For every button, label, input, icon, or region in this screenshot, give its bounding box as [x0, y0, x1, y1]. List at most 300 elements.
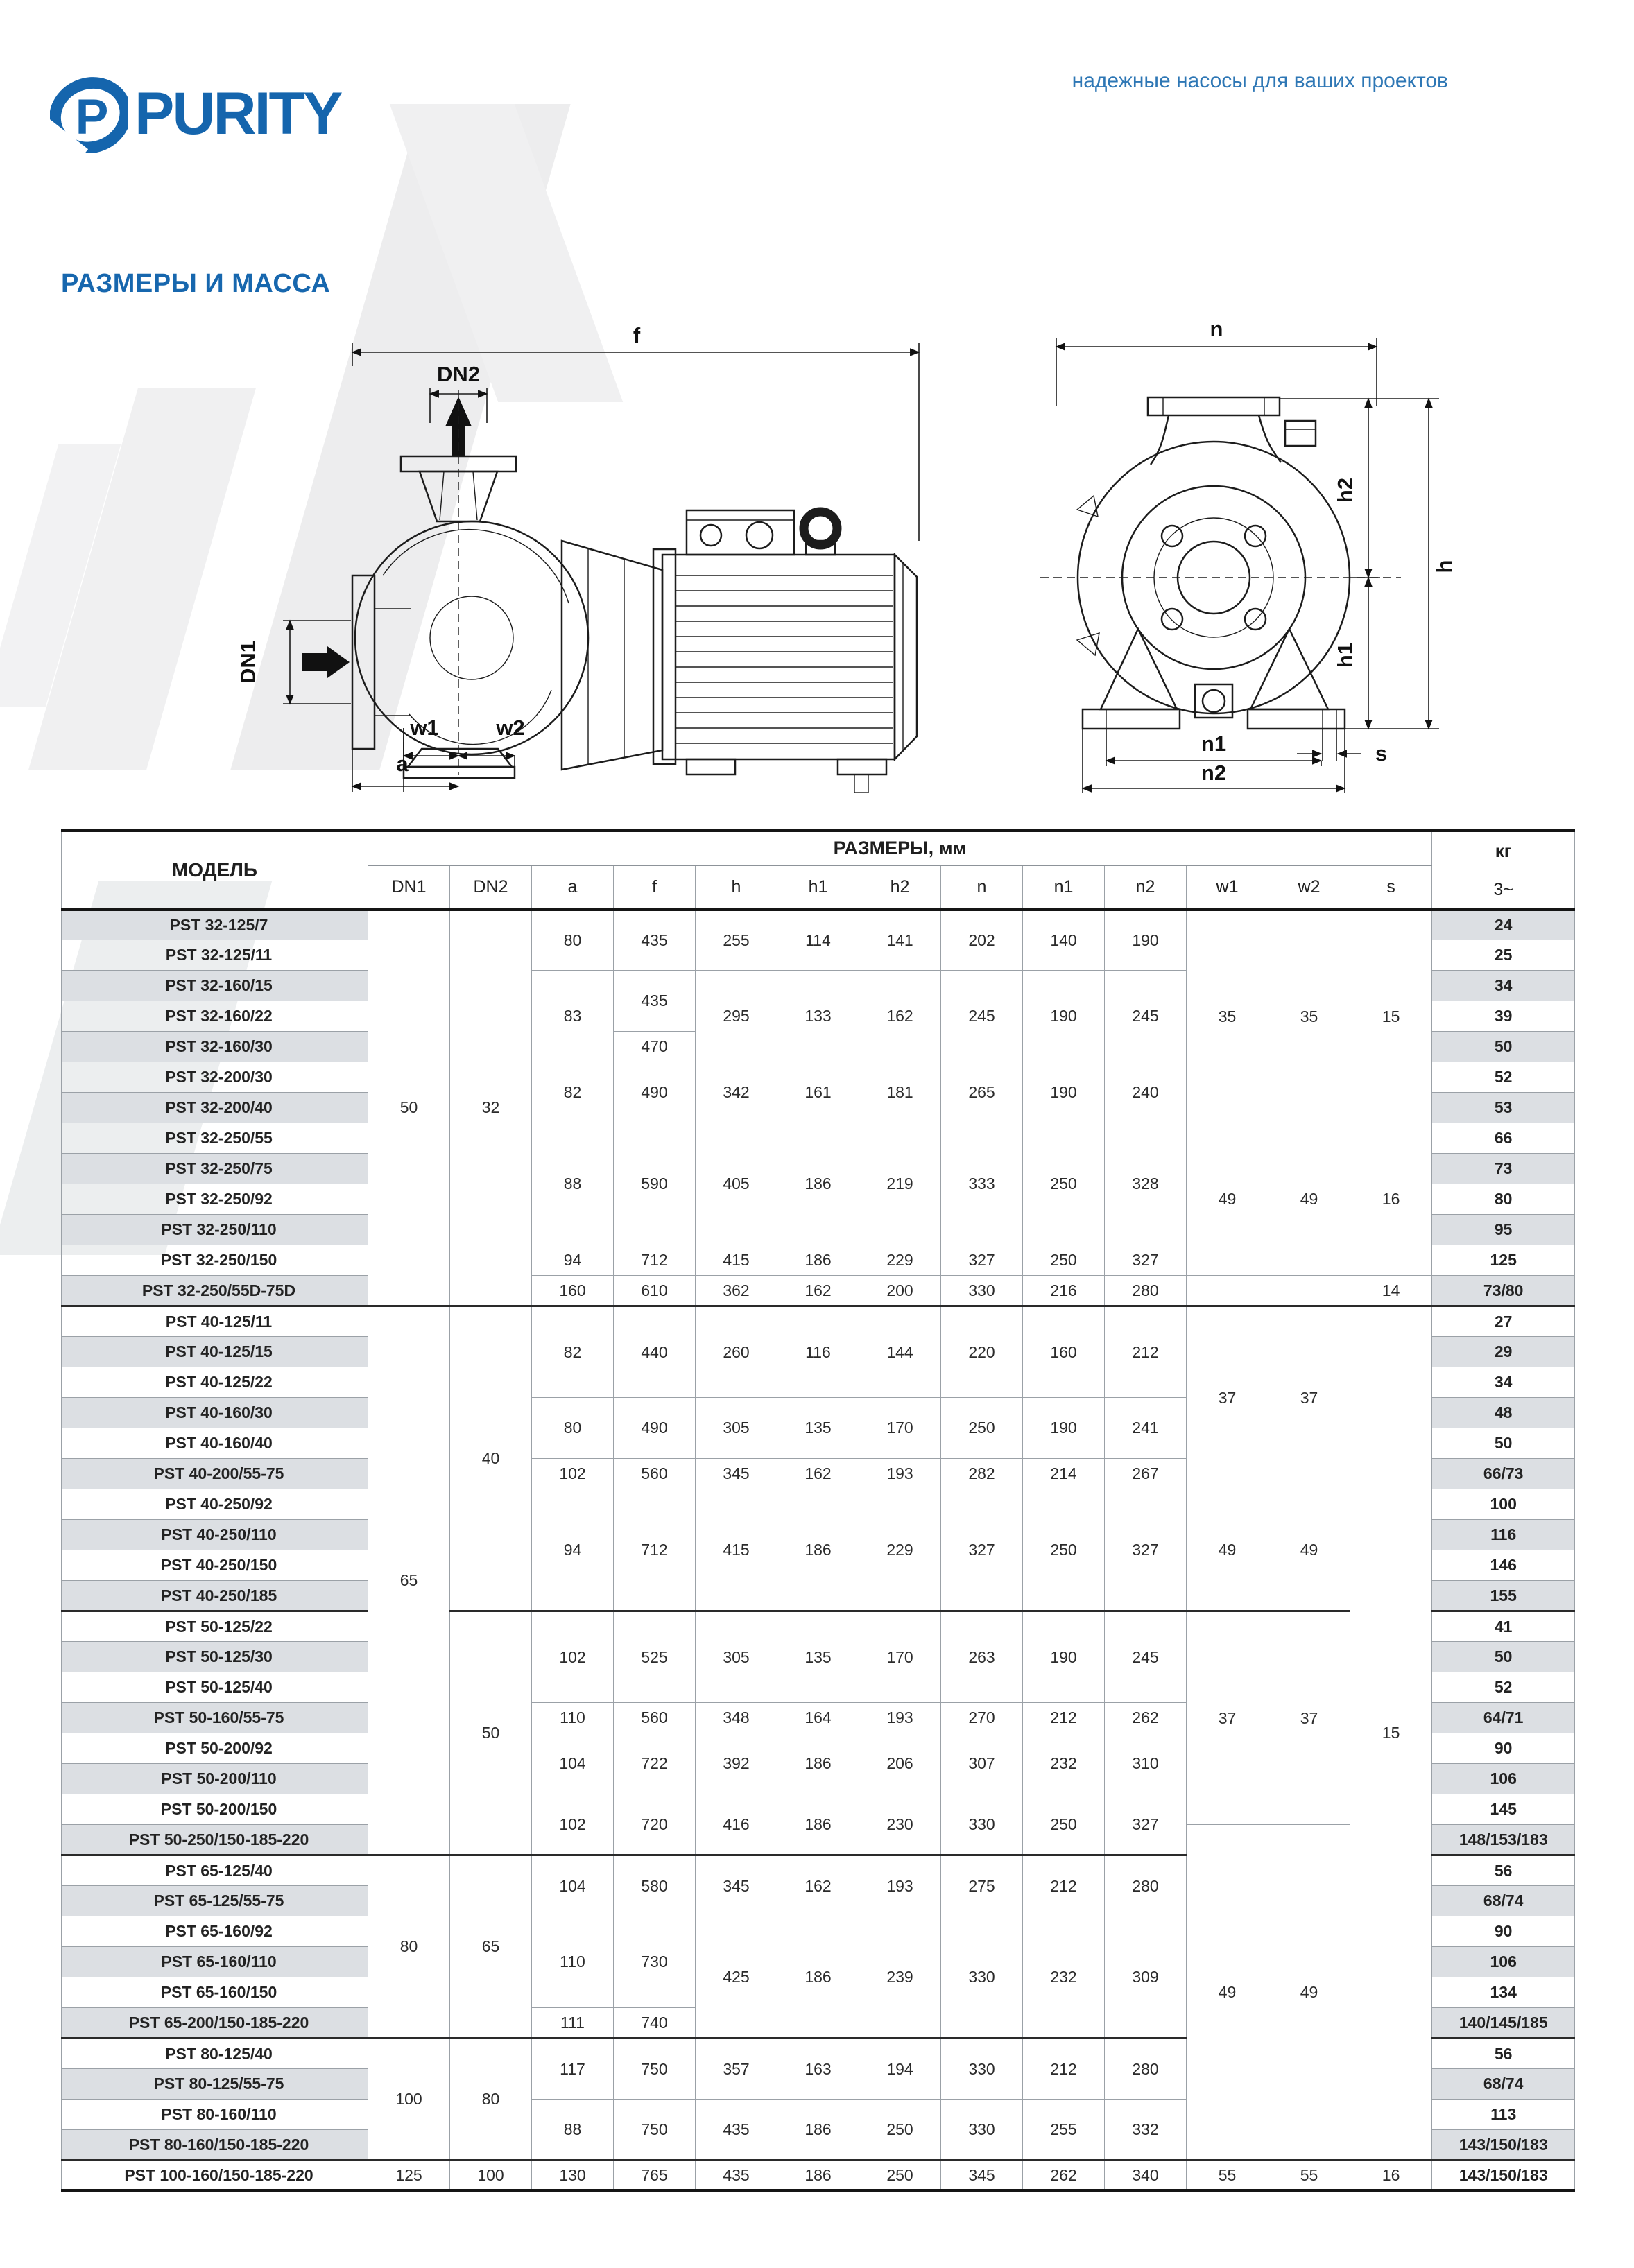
dim-cell-s: 16: [1350, 1123, 1432, 1276]
kg-cell: 24: [1432, 910, 1575, 940]
kg-cell: 134: [1432, 1977, 1575, 2008]
dim-cell-w1: [1187, 1276, 1268, 1306]
dim-cell-h: 342: [696, 1062, 777, 1123]
dim-cell-f: 590: [614, 1123, 696, 1245]
dim-cell-h2: 219: [859, 1123, 941, 1245]
dim-cell-n: 270: [941, 1703, 1023, 1733]
kg-cell: 100: [1432, 1489, 1575, 1520]
dim-cell-w2: 37: [1268, 1611, 1350, 1825]
flow-arrow-right: [327, 646, 350, 678]
dim-cell-h: 345: [696, 1459, 777, 1489]
dim-cell-n1: 140: [1023, 910, 1105, 971]
model-cell: PST 32-200/30: [62, 1062, 368, 1093]
dim-label-w1: w1: [410, 716, 439, 740]
dim-cell-a: 111: [532, 2008, 614, 2038]
kg-cell: 73: [1432, 1154, 1575, 1184]
kg-cell: 56: [1432, 2038, 1575, 2069]
dim-cell-n2: 327: [1105, 1794, 1187, 1855]
dim-cell-h: 362: [696, 1276, 777, 1306]
dim-cell-n1: 190: [1023, 1398, 1105, 1459]
model-cell: PST 40-160/30: [62, 1398, 368, 1428]
dim-cell-n2: 280: [1105, 2038, 1187, 2100]
dim-cell-a: 82: [532, 1306, 614, 1398]
dim-cell-n1: 216: [1023, 1276, 1105, 1306]
dim-cell-h2: 194: [859, 2038, 941, 2100]
dim-cell-h1: 116: [777, 1306, 859, 1398]
dim-cell-h1: 186: [777, 1123, 859, 1245]
kg-cell: 50: [1432, 1428, 1575, 1459]
dim-label-h1: h1: [1333, 642, 1357, 668]
dim-cell-h: 295: [696, 971, 777, 1062]
dim-cell-n: 250: [941, 1398, 1023, 1459]
dim-cell-h1: 186: [777, 1245, 859, 1276]
dim-cell-a: 117: [532, 2038, 614, 2100]
dim-cell-f: 712: [614, 1489, 696, 1611]
dim-cell-h: 415: [696, 1245, 777, 1276]
dim-cell-n: 327: [941, 1245, 1023, 1276]
model-cell: PST 40-250/185: [62, 1581, 368, 1611]
dim-cell-s: 15: [1350, 910, 1432, 1123]
dim-cell-h2: 144: [859, 1306, 941, 1398]
model-cell: PST 40-250/92: [62, 1489, 368, 1520]
dim-cell-n1: 160: [1023, 1306, 1105, 1398]
dim-cell-h1: 135: [777, 1398, 859, 1459]
model-cell: PST 65-160/92: [62, 1916, 368, 1947]
dim-label-n1: n1: [1201, 732, 1227, 756]
dim-cell-h1: 163: [777, 2038, 859, 2100]
kg-cell: 56: [1432, 1855, 1575, 1886]
dim-cell-a: 130: [532, 2161, 614, 2191]
tagline: надежные насосы для ваших проектов: [1072, 69, 1448, 92]
dim-cell-n: 330: [941, 2038, 1023, 2100]
kg-subheader-label: 3~: [1493, 879, 1513, 899]
purity-logo: [50, 75, 341, 153]
dim-label-s: s: [1375, 741, 1388, 765]
dim-cell-f: 435: [614, 971, 696, 1032]
sizes-header: РАЗМЕРЫ, мм: [368, 831, 1432, 865]
model-cell: PST 50-125/22: [62, 1611, 368, 1642]
dim-cell-n1: 212: [1023, 1855, 1105, 1916]
model-column-header: МОДЕЛЬ: [62, 831, 368, 910]
dim-cell-dn1: 65: [368, 1306, 450, 1855]
dim-cell-h1: 186: [777, 1794, 859, 1855]
dim-cell-h1: 162: [777, 1276, 859, 1306]
dim-cell-f: 560: [614, 1703, 696, 1733]
table-row: [62, 910, 1575, 940]
dim-cell-h: 416: [696, 1794, 777, 1855]
dim-cell-h2: 193: [859, 1459, 941, 1489]
dim-cell-n2: 241: [1105, 1398, 1187, 1459]
dim-cell-a: 160: [532, 1276, 614, 1306]
kg-cell: 143/150/183: [1432, 2161, 1575, 2191]
dim-cell-w2: 49: [1268, 1489, 1350, 1611]
table-row: [62, 1276, 1575, 1306]
dim-label-n: n: [1210, 317, 1223, 341]
kg-cell: 34: [1432, 971, 1575, 1001]
col-header-h1: h1: [777, 865, 859, 910]
dim-cell-dn1: 100: [368, 2038, 450, 2161]
table-row: [62, 2161, 1575, 2191]
dim-cell-a: 110: [532, 1703, 614, 1733]
dim-cell-h2: 229: [859, 1245, 941, 1276]
model-cell: PST 32-200/40: [62, 1093, 368, 1123]
dim-cell-n2: 245: [1105, 971, 1187, 1062]
col-header-w2: w2: [1268, 865, 1350, 910]
kg-cell: 145: [1432, 1794, 1575, 1825]
kg-cell: 41: [1432, 1611, 1575, 1642]
dim-cell-h2: 230: [859, 1794, 941, 1855]
col-header-a: a: [532, 865, 614, 910]
dim-cell-h1: 186: [777, 2161, 859, 2191]
dim-label-w2: w2: [496, 716, 525, 740]
model-cell: PST 50-250/150-185-220: [62, 1825, 368, 1855]
kg-cell: 66: [1432, 1123, 1575, 1154]
dim-cell-n: 333: [941, 1123, 1023, 1245]
dim-cell-h2: 250: [859, 2100, 941, 2161]
model-cell: PST 50-200/92: [62, 1733, 368, 1764]
dim-cell-f: 750: [614, 2038, 696, 2100]
kg-column-header: [1432, 831, 1575, 910]
model-cell: PST 80-160/150-185-220: [62, 2130, 368, 2161]
dim-cell-w1: 49: [1187, 1123, 1268, 1276]
page-title: РАЗМЕРЫ И МАССА: [61, 269, 331, 298]
model-cell: PST 50-160/55-75: [62, 1703, 368, 1733]
kg-cell: 68/74: [1432, 1886, 1575, 1916]
model-cell: PST 32-125/11: [62, 940, 368, 971]
dim-cell-h: 405: [696, 1123, 777, 1245]
dim-cell-h2: 229: [859, 1489, 941, 1611]
dim-cell-f: 580: [614, 1855, 696, 1916]
table-row: [62, 1489, 1575, 1520]
kg-cell: 52: [1432, 1062, 1575, 1093]
kg-cell: 29: [1432, 1337, 1575, 1367]
model-cell: PST 40-125/22: [62, 1367, 368, 1398]
dim-cell-h: 435: [696, 2161, 777, 2191]
dim-cell-a: 104: [532, 1733, 614, 1794]
dim-cell-n1: 250: [1023, 1489, 1105, 1611]
model-cell: PST 40-125/15: [62, 1337, 368, 1367]
model-cell: PST 40-160/40: [62, 1428, 368, 1459]
dim-cell-a: 102: [532, 1459, 614, 1489]
dim-cell-w1: 49: [1187, 1825, 1268, 2161]
dim-cell-n: 330: [941, 1276, 1023, 1306]
model-cell: PST 32-250/110: [62, 1215, 368, 1245]
dim-cell-f: 750: [614, 2100, 696, 2161]
model-cell: PST 32-125/7: [62, 910, 368, 940]
dim-cell-h: 425: [696, 1916, 777, 2038]
dim-cell-dn2: 32: [450, 910, 532, 1306]
model-cell: PST 80-160/110: [62, 2100, 368, 2130]
dim-label-h2: h2: [1333, 477, 1357, 503]
dim-cell-h: 305: [696, 1611, 777, 1703]
dim-cell-w2: 49: [1268, 1825, 1350, 2161]
dim-cell-h1: 186: [777, 1489, 859, 1611]
dim-cell-n2: 267: [1105, 1459, 1187, 1489]
dim-cell-w1: 37: [1187, 1306, 1268, 1489]
dim-label-a: a: [396, 752, 409, 776]
table-row: [62, 1611, 1575, 1642]
dim-cell-h2: 170: [859, 1611, 941, 1703]
dim-cell-n2: 327: [1105, 1489, 1187, 1611]
dim-cell-h1: 114: [777, 910, 859, 971]
dim-cell-n1: 250: [1023, 1123, 1105, 1245]
dim-cell-s: 16: [1350, 2161, 1432, 2191]
dimensions-table: [61, 829, 1575, 2192]
dim-cell-w1: 49: [1187, 1489, 1268, 1611]
model-cell: PST 32-250/150: [62, 1245, 368, 1276]
model-cell: PST 40-125/11: [62, 1306, 368, 1337]
dim-cell-h: 305: [696, 1398, 777, 1459]
logo-monogram: P: [75, 89, 109, 146]
dim-cell-a: 94: [532, 1245, 614, 1276]
dim-cell-f: 525: [614, 1611, 696, 1703]
dim-cell-f: 765: [614, 2161, 696, 2191]
dim-cell-f: 490: [614, 1062, 696, 1123]
dim-cell-n: 202: [941, 910, 1023, 971]
dim-cell-f: 490: [614, 1398, 696, 1459]
col-header-h: h: [696, 865, 777, 910]
dim-cell-a: 102: [532, 1794, 614, 1855]
dim-cell-f: 470: [614, 1032, 696, 1062]
dim-cell-n2: 190: [1105, 910, 1187, 971]
dim-cell-f: 712: [614, 1245, 696, 1276]
kg-cell: 66/73: [1432, 1459, 1575, 1489]
dim-cell-a: 94: [532, 1489, 614, 1611]
dim-cell-n2: 340: [1105, 2161, 1187, 2191]
dim-cell-n1: 214: [1023, 1459, 1105, 1489]
kg-cell: 27: [1432, 1306, 1575, 1337]
dim-cell-n2: 327: [1105, 1245, 1187, 1276]
dim-cell-n2: 280: [1105, 1855, 1187, 1916]
dim-label-n2: n2: [1201, 761, 1227, 785]
kg-cell: 116: [1432, 1520, 1575, 1550]
kg-header-label: кг: [1495, 840, 1512, 861]
dim-cell-n: 220: [941, 1306, 1023, 1398]
dim-cell-n2: 280: [1105, 1276, 1187, 1306]
dim-cell-dn1: 50: [368, 910, 450, 1306]
dim-cell-h1: 164: [777, 1703, 859, 1733]
kg-cell: 53: [1432, 1093, 1575, 1123]
dim-cell-a: 83: [532, 971, 614, 1062]
dim-cell-n: 245: [941, 971, 1023, 1062]
dim-cell-n: 263: [941, 1611, 1023, 1703]
model-cell: PST 32-250/55: [62, 1123, 368, 1154]
kg-cell: 34: [1432, 1367, 1575, 1398]
dim-cell-n2: 309: [1105, 1916, 1187, 2038]
kg-cell: 125: [1432, 1245, 1575, 1276]
dim-cell-w1: 37: [1187, 1611, 1268, 1825]
col-header-h2: h2: [859, 865, 941, 910]
dim-cell-h: 348: [696, 1703, 777, 1733]
dim-cell-h2: 239: [859, 1916, 941, 2038]
model-cell: PST 32-250/75: [62, 1154, 368, 1184]
kg-cell: 39: [1432, 1001, 1575, 1032]
dim-cell-s: 15: [1350, 1306, 1432, 2161]
dim-cell-a: 102: [532, 1611, 614, 1703]
kg-cell: 90: [1432, 1916, 1575, 1947]
col-header-dn2: DN2: [450, 865, 532, 910]
dim-label-dn1: DN1: [236, 640, 260, 684]
col-header-f: f: [614, 865, 696, 910]
model-cell: PST 32-250/92: [62, 1184, 368, 1215]
dim-cell-h2: 193: [859, 1703, 941, 1733]
dim-cell-w2: 37: [1268, 1306, 1350, 1489]
dim-cell-w1: 35: [1187, 910, 1268, 1123]
dim-cell-n2: 262: [1105, 1703, 1187, 1733]
dim-cell-n2: 332: [1105, 2100, 1187, 2161]
dim-cell-h2: 162: [859, 971, 941, 1062]
dim-cell-n1: 232: [1023, 1916, 1105, 2038]
kg-cell: 50: [1432, 1032, 1575, 1062]
dim-cell-n2: 240: [1105, 1062, 1187, 1123]
dim-label-f: f: [633, 323, 641, 347]
pump-front-view-diagram: [1002, 309, 1460, 801]
logo-wordmark: PURITY: [135, 80, 341, 147]
table-row: [62, 1306, 1575, 1337]
dim-cell-w1: 55: [1187, 2161, 1268, 2191]
kg-cell: 73/80: [1432, 1276, 1575, 1306]
dim-cell-h1: 161: [777, 1062, 859, 1123]
dim-cell-a: 82: [532, 1062, 614, 1123]
dim-cell-a: 80: [532, 910, 614, 971]
model-cell: PST 100-160/150-185-220: [62, 2161, 368, 2191]
kg-cell: 155: [1432, 1581, 1575, 1611]
col-header-n: n: [941, 865, 1023, 910]
dim-cell-n1: 255: [1023, 2100, 1105, 2161]
dim-cell-f: 722: [614, 1733, 696, 1794]
dim-cell-dn2: 80: [450, 2038, 532, 2161]
dim-cell-dn1: 125: [368, 2161, 450, 2191]
dim-cell-h: 345: [696, 1855, 777, 1916]
col-header-w1: w1: [1187, 865, 1268, 910]
dim-cell-a: 80: [532, 1398, 614, 1459]
dim-cell-a: 88: [532, 1123, 614, 1245]
dim-cell-a: 104: [532, 1855, 614, 1916]
kg-cell: 50: [1432, 1642, 1575, 1672]
kg-cell: 90: [1432, 1733, 1575, 1764]
dim-cell-dn2: 50: [450, 1611, 532, 1855]
dim-cell-h: 255: [696, 910, 777, 971]
dim-cell-n: 327: [941, 1489, 1023, 1611]
model-cell: PST 32-250/55D-75D: [62, 1276, 368, 1306]
dim-cell-f: 440: [614, 1306, 696, 1398]
dim-cell-n1: 190: [1023, 971, 1105, 1062]
kg-cell: 113: [1432, 2100, 1575, 2130]
pump-side-view-diagram: [201, 312, 936, 797]
dim-cell-w2: [1268, 1276, 1350, 1306]
kg-cell: 25: [1432, 940, 1575, 971]
dim-cell-dn1: 80: [368, 1855, 450, 2038]
kg-cell: 52: [1432, 1672, 1575, 1703]
dim-cell-n2: 245: [1105, 1611, 1187, 1703]
dim-cell-n1: 212: [1023, 1703, 1105, 1733]
model-cell: PST 50-125/40: [62, 1672, 368, 1703]
dim-cell-s: 14: [1350, 1276, 1432, 1306]
dim-cell-a: 88: [532, 2100, 614, 2161]
dim-cell-n2: 328: [1105, 1123, 1187, 1245]
dim-cell-n: 330: [941, 1916, 1023, 2038]
dim-cell-w2: 49: [1268, 1123, 1350, 1276]
dim-cell-f: 560: [614, 1459, 696, 1489]
dim-cell-n1: 190: [1023, 1611, 1105, 1703]
dim-cell-n1: 250: [1023, 1794, 1105, 1855]
dim-cell-n: 307: [941, 1733, 1023, 1794]
model-cell: PST 65-125/55-75: [62, 1886, 368, 1916]
dim-cell-f: 435: [614, 910, 696, 971]
dim-cell-h: 392: [696, 1733, 777, 1794]
dim-cell-n1: 232: [1023, 1733, 1105, 1794]
dim-cell-h1: 133: [777, 971, 859, 1062]
dim-cell-h2: 170: [859, 1398, 941, 1459]
dim-cell-f: 730: [614, 1916, 696, 2008]
model-cell: PST 40-250/150: [62, 1550, 368, 1581]
dim-cell-f: 740: [614, 2008, 696, 2038]
dim-cell-h2: 250: [859, 2161, 941, 2191]
kg-cell: 95: [1432, 1215, 1575, 1245]
dim-cell-n1: 250: [1023, 1245, 1105, 1276]
dim-cell-n2: 212: [1105, 1306, 1187, 1398]
kg-cell: 80: [1432, 1184, 1575, 1215]
model-cell: PST 65-160/150: [62, 1977, 368, 2008]
model-cell: PST 40-200/55-75: [62, 1459, 368, 1489]
dim-cell-n: 330: [941, 2100, 1023, 2161]
dim-cell-w2: 55: [1268, 2161, 1350, 2191]
model-cell: PST 50-125/30: [62, 1642, 368, 1672]
dim-cell-h2: 141: [859, 910, 941, 971]
dim-cell-h1: 135: [777, 1611, 859, 1703]
motor-cooling-fins: [676, 575, 893, 743]
model-cell: PST 65-160/110: [62, 1947, 368, 1977]
dim-cell-h: 415: [696, 1489, 777, 1611]
dim-cell-h1: 186: [777, 1733, 859, 1794]
model-cell: PST 32-160/15: [62, 971, 368, 1001]
dim-cell-n: 345: [941, 2161, 1023, 2191]
table-row: [62, 1123, 1575, 1154]
dim-cell-dn2: 40: [450, 1306, 532, 1611]
model-cell: PST 32-160/22: [62, 1001, 368, 1032]
dim-cell-h1: 186: [777, 1916, 859, 2038]
kg-cell: 106: [1432, 1764, 1575, 1794]
dim-cell-dn2: 65: [450, 1855, 532, 2038]
dim-cell-h1: 186: [777, 2100, 859, 2161]
dim-cell-n1: 262: [1023, 2161, 1105, 2191]
kg-cell: 148/153/183: [1432, 1825, 1575, 1855]
dim-cell-h2: 193: [859, 1855, 941, 1916]
dim-cell-w2: 35: [1268, 910, 1350, 1123]
col-header-dn1: DN1: [368, 865, 450, 910]
col-header-s: s: [1350, 865, 1432, 910]
dim-cell-h: 260: [696, 1306, 777, 1398]
dim-cell-n1: 212: [1023, 2038, 1105, 2100]
dim-cell-h1: 162: [777, 1459, 859, 1489]
kg-cell: 64/71: [1432, 1703, 1575, 1733]
model-cell: PST 80-125/40: [62, 2038, 368, 2069]
dim-cell-n: 275: [941, 1855, 1023, 1916]
model-cell: PST 50-200/150: [62, 1794, 368, 1825]
model-cell: PST 65-125/40: [62, 1855, 368, 1886]
dim-cell-n: 282: [941, 1459, 1023, 1489]
dim-cell-h2: 181: [859, 1062, 941, 1123]
dim-cell-n2: 310: [1105, 1733, 1187, 1794]
model-cell: PST 32-160/30: [62, 1032, 368, 1062]
model-cell: PST 65-200/150-185-220: [62, 2008, 368, 2038]
dim-cell-f: 720: [614, 1794, 696, 1855]
dim-cell-h2: 206: [859, 1733, 941, 1794]
kg-cell: 146: [1432, 1550, 1575, 1581]
dim-cell-h: 435: [696, 2100, 777, 2161]
kg-cell: 68/74: [1432, 2069, 1575, 2100]
dim-cell-f: 610: [614, 1276, 696, 1306]
